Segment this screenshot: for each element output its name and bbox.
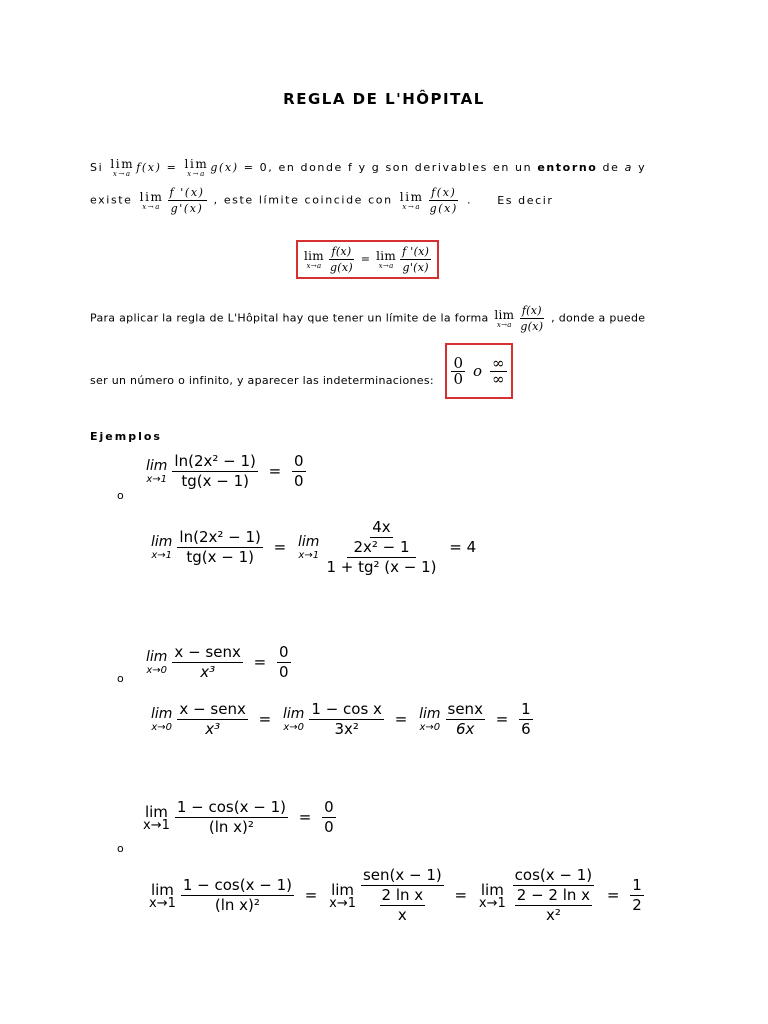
ex2-sol-lim3: lim x→0 — [419, 705, 441, 733]
ex3-sol-frac2: $\frac{\text{sen(x − 1)}}{\frac{\text{2 ln x}}{x}}$ — [362, 866, 442, 924]
ex3-sol-frac1: $\frac{1 - \cos(x - 1)}{\text{(ln x)²}}$ — [182, 876, 292, 914]
ex3-sol-lim2: lim x→1 — [329, 880, 356, 911]
ex1-sol-eq: = — [273, 538, 287, 556]
ex1-sol-frac-right: $\frac{\frac{4x}{\text{2x² − 1}}}{\text{1 + tg² (x − 1)}}$ — [326, 518, 437, 576]
ex3-inner-frac2: $\frac{\text{2 − 2 ln x}}{\text{x²}}$ — [516, 886, 591, 924]
para-line-1 — [90, 303, 645, 334]
intro-y: y — [638, 161, 647, 174]
ex3-lim: lim x→1 — [143, 802, 170, 833]
ex3-frac: $\frac{1 - \cos(x - 1)}{\text{(ln x)²}}$ — [176, 798, 286, 836]
rule-box — [296, 240, 439, 279]
ex1-sol-inner — [347, 518, 415, 558]
ex2-lim: lim x→0 — [146, 648, 168, 676]
ex3-eq: = — [298, 808, 312, 826]
intro-period: . — [466, 193, 473, 207]
eq-zero: = 0, — [243, 161, 274, 174]
lim-deriv: lim x→a — [139, 189, 164, 211]
ex3-sol-lim3: lim x→1 — [478, 880, 506, 911]
ex2-sol-eq3: = — [495, 710, 509, 728]
ex3-result: $\frac{1}{2}$ — [632, 876, 642, 914]
ex2-sol-frac2: $\frac{\text{1 − cos x}}{\text{3x²}}$ — [311, 700, 382, 738]
ex3-statement — [140, 798, 338, 837]
ex2-result: $\frac{1}{6}$ — [521, 700, 531, 738]
rule-lim-left: lim x→a — [304, 248, 324, 270]
ex2-frac: $\frac{\text{x − senx}}{\text{x³}}$ — [174, 643, 241, 681]
para-line-2: ser un número o infinito, y aparecer las indeterminaciones: — [90, 374, 434, 387]
para-text-1-end: , donde a puede — [551, 311, 646, 325]
ex1-inner-frac: $\frac{4x}{\text{2x² − 1}}$ — [353, 518, 410, 556]
rule-eq: = — [360, 252, 371, 266]
ex3-inner-frac1: $\frac{\text{2 ln x}}{x}$ — [381, 886, 424, 924]
intro-line-1 — [90, 158, 646, 178]
ex1-sol-lim-right: lim x→1 — [298, 533, 320, 561]
ex1-solution — [148, 518, 480, 577]
ex2-sol-frac3: $\frac{\text{senx}}{6x}$ — [447, 700, 483, 738]
ex3-sol-lim1: lim x→1 — [149, 880, 176, 911]
indet-o: o — [473, 362, 483, 380]
page-title: REGLA DE L'HÔPITAL — [283, 90, 485, 108]
para-text-1: Para aplicar la regla de L'Hôpital hay que tener un límite de la forma — [90, 311, 489, 325]
indet-inf-frac: $\frac{\infty}{\infty}$ — [492, 353, 505, 388]
intro-de: de — [602, 161, 620, 174]
ex1-sol-frac-left: $\frac{\text{ln(2x² − 1)}}{tg(x - 1)}$ — [179, 528, 261, 566]
ex1-lim: lim x→1 — [146, 457, 168, 485]
ex1-sol-lim-left: lim x→1 — [151, 533, 173, 561]
intro-existe: existe — [90, 193, 133, 207]
rule-frac-left: $\frac{f(x)}{g(x)}$ — [329, 245, 353, 274]
intro-text: en donde f y g son derivables en un — [278, 161, 533, 174]
ex1-statement — [143, 452, 308, 491]
ex3-sol-eq3: = — [606, 886, 620, 904]
rule-frac-right: $\frac{f '(x)}{g'(x)}$ — [402, 245, 430, 274]
fx: f(x) — [136, 161, 162, 174]
ex1-frac: $\frac{\text{ln(2x² − 1)}}{tg(x - 1)}$ — [174, 452, 256, 490]
ex2-statement — [143, 643, 293, 682]
entorno-term: entorno — [537, 161, 598, 174]
gx: g(x) — [210, 161, 239, 174]
ex1-eq: = — [268, 462, 282, 480]
eq-sign: = — [166, 161, 178, 174]
ex2-eq: = — [253, 653, 267, 671]
ex2-sol-lim2: lim x→0 — [282, 705, 305, 733]
ex3-indet: $\frac{0}{0}$ — [324, 798, 334, 836]
para-lim: lim x→a — [494, 307, 515, 329]
intro-a: a — [624, 161, 633, 174]
ex2-sol-eq2: = — [394, 710, 408, 728]
frac-orig: $\frac{f(x)}{g(x)}$ — [429, 186, 458, 215]
ejemplos-heading: Ejemplos — [90, 430, 162, 443]
bullet-2: o — [117, 672, 124, 685]
ex3-sol-frac3-den — [511, 886, 596, 925]
bullet-1: o — [117, 489, 124, 502]
bullet-3: o — [117, 842, 124, 855]
ex2-solution — [148, 700, 535, 739]
lim-orig: lim x→a — [399, 189, 424, 211]
intro-es-decir: Es decir — [497, 193, 554, 207]
ex2-indet: $\frac{0}{0}$ — [278, 643, 289, 681]
ex3-solution — [146, 866, 646, 925]
lim-f: lim x→a — [110, 157, 135, 178]
intro-mid: , este límite coincide con — [213, 193, 393, 207]
ex3-sol-frac2-den — [376, 886, 430, 925]
ex2-sol-lim1: lim x→0 — [151, 705, 173, 733]
indeterminations-box — [445, 343, 513, 399]
rule-lim-right: lim x→a — [376, 248, 397, 270]
ex2-sol-frac1: $\frac{\text{x − senx}}{\text{x³}}$ — [179, 700, 246, 738]
intro-line-2 — [90, 185, 554, 216]
intro-si: Si — [90, 161, 104, 174]
ex2-sol-eq1: = — [258, 710, 272, 728]
ex1-indet: $\frac{0}{0}$ — [294, 452, 304, 490]
para-frac: $\frac{f(x)}{g(x)}$ — [520, 304, 544, 333]
lim-g: lim x→a — [184, 157, 209, 178]
frac-deriv: $\frac{f '(x)}{g'(x)}$ — [169, 186, 205, 215]
ex1-result: = 4 — [449, 538, 477, 556]
ex3-sol-frac3: $\frac{\cos(x - 1)}{\frac{\text{2 − 2 ln x}}{\text{x²}}}$ — [511, 866, 596, 925]
ex3-sol-eq2: = — [454, 886, 468, 904]
ex3-sol-eq1: = — [304, 886, 318, 904]
indet-zero-frac: $\frac{0}{0}$ — [453, 353, 463, 388]
